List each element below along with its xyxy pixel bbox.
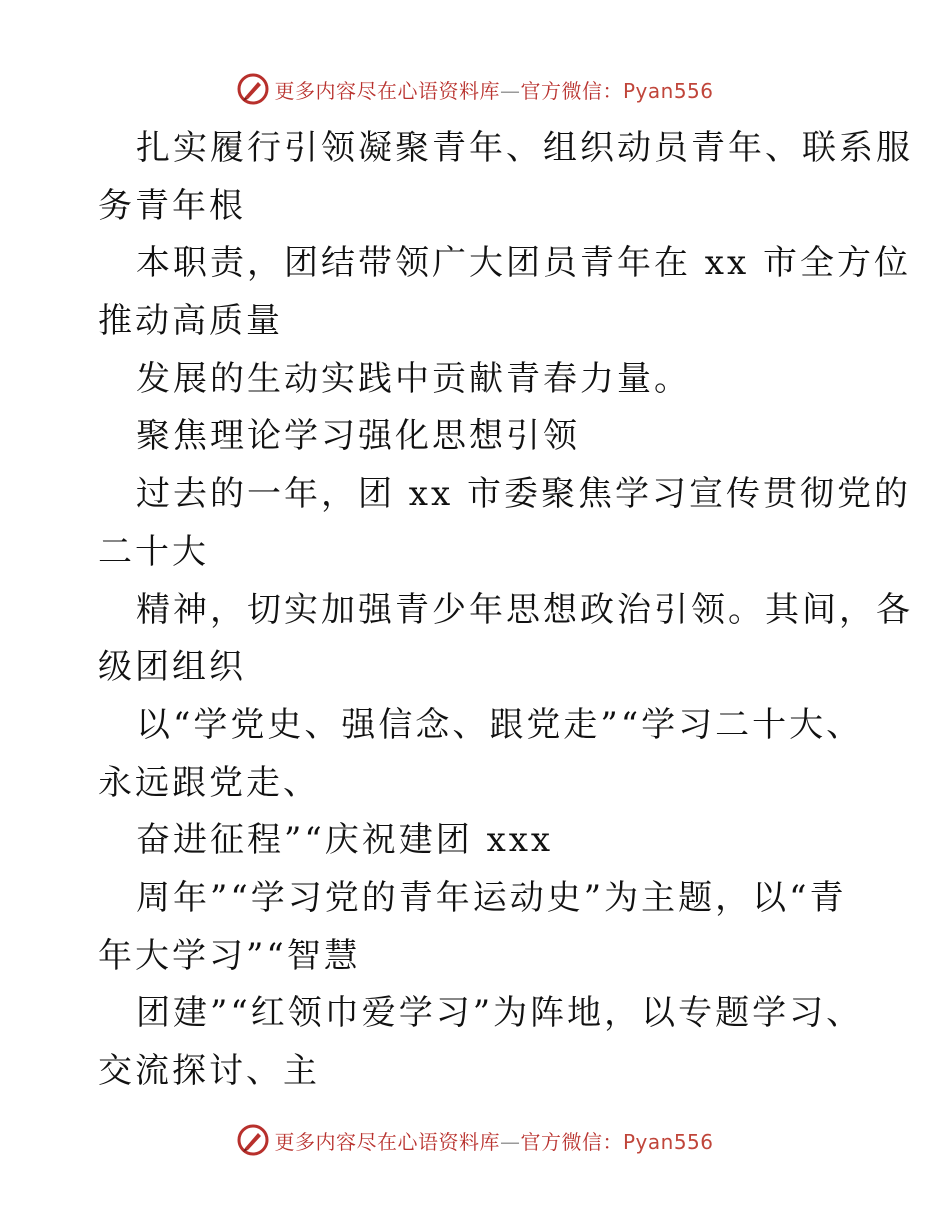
pen-logo-icon [236, 72, 270, 106]
text-line: 级团组织 [98, 647, 246, 688]
text-line: 交流探讨、主 [98, 1051, 320, 1091]
text-line: 推动高质量 [98, 301, 283, 342]
text-line: 聚焦理论学习强化思想引领 [136, 416, 580, 457]
banner-text: 更多内容尽在心语资料库—官方微信：Pyan556 [274, 78, 714, 103]
text-line: 扎实履行引领凝聚青年、组织动员青年、联系服 [136, 128, 913, 168]
footer-banner [0, 1122, 950, 1158]
text-line: 永远跟党走、 [98, 762, 320, 803]
document-body [98, 120, 913, 1101]
text-line: 二十大 [98, 531, 209, 572]
text-line: 奋进征程”“庆祝建团 xxx [136, 820, 554, 861]
text-line: 过去的一年，团 xx 市委聚焦学习宣传贯彻党的 [136, 474, 911, 515]
text-line: 发展的生动实践中贡献青春力量。 [136, 358, 691, 399]
text-line: 年大学习”“智慧 [98, 935, 361, 976]
text-line: 精神，切实加强青少年思想政治引领。其间，各 [136, 589, 913, 630]
text-line: 周年”“学习党的青年运动史”为主题，以“青 [136, 877, 847, 918]
banner-text: 更多内容尽在心语资料库—官方微信：Pyan556 [274, 1129, 714, 1154]
text-line: 务青年根 [98, 185, 246, 226]
text-line: 本职责，团结带领广大团员青年在 xx 市全方位 [136, 243, 911, 284]
text-line: 以“学党史、强信念、跟党走”“学习二十大、 [136, 704, 864, 745]
header-banner [0, 71, 950, 107]
text-line: 团建”“红领巾爱学习”为阵地，以专题学习、 [136, 993, 864, 1034]
pen-logo-icon [236, 1123, 270, 1157]
